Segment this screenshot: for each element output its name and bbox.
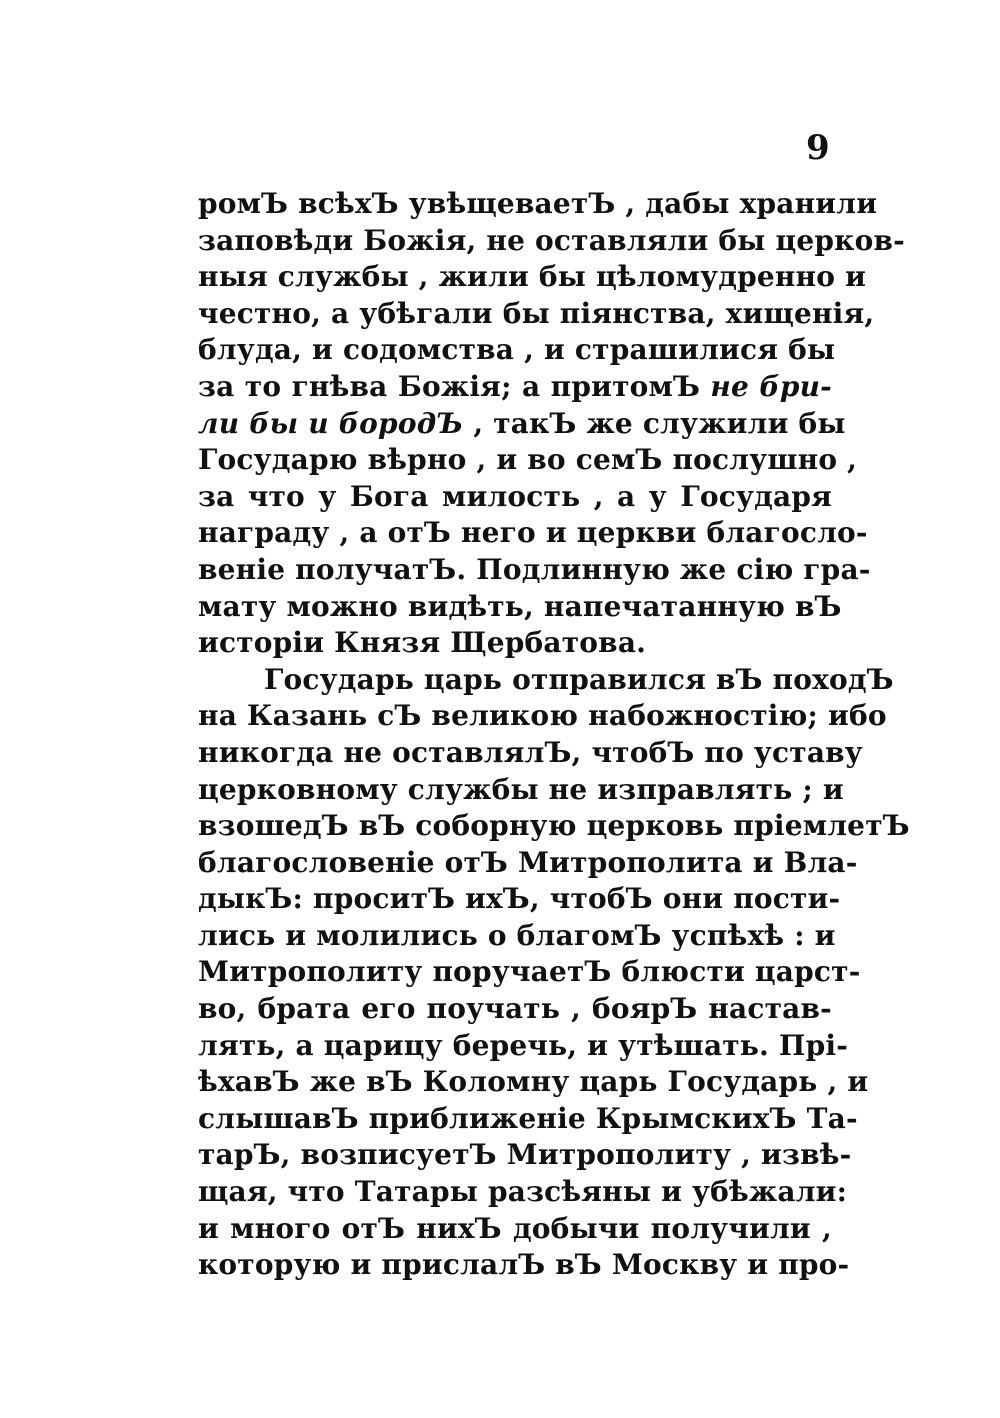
paragraph-start-line: Государь царь отправился вЪ походЪ <box>264 662 894 696</box>
text-line: ѣхавЪ же вЪ Коломну царь Государь , и <box>198 1065 869 1099</box>
text-line: дыкЪ: проситЪ ихЪ, чтобЪ они пости- <box>198 882 841 916</box>
text-line: ромЪ всѣхЪ увѣщеваетЪ , дабы хранили <box>198 187 878 220</box>
text-line: за что у Бога милость , а у Государя <box>198 479 832 513</box>
text-line: церковному службы не изправлять ; и <box>198 772 844 806</box>
text-line: на Казань сЪ великою набожностію; ибо <box>198 699 887 733</box>
text-line: мату можно видѣть, напечатанную вЪ <box>198 589 842 623</box>
text-line: слышавЪ приближеніе КрымскихЪ Та- <box>198 1101 858 1135</box>
text-line: веніе получатЪ. Подлинную же сію гра- <box>198 552 871 586</box>
text-line: ныя службы , жили бы цѣломудренно и <box>198 260 867 294</box>
text-line: Государю вѣрно , и во семЪ послушно , <box>198 443 858 477</box>
text-line: никогда не оставлялЪ, чтобЪ по уставу <box>198 735 863 769</box>
text-line: лись и молились о благомЪ успѣхѣ : и <box>198 918 836 952</box>
text-line <box>198 406 846 443</box>
text-line: тарЪ, возписуетЪ Митрополиту , извѣ- <box>198 1138 852 1172</box>
text-line: честно, а убѣгали бы піянства, хищенія, <box>198 296 875 330</box>
text-line: которую и прислалЪ вЪ Москву и про- <box>198 1248 850 1282</box>
body-text <box>198 186 910 1284</box>
text-line: лять, а царицу беречь, и утѣшать. Прі- <box>198 1028 849 1062</box>
text-segment: , такЪ же служили бы <box>463 406 846 440</box>
text-line: во, брата его поучать , боярЪ настав- <box>198 992 832 1026</box>
text-line: щая, что Татары разсѣяны и убѣжали: <box>198 1175 848 1209</box>
text-line <box>198 369 832 406</box>
text-segment: за то гнѣва Божія; а притомЪ <box>198 369 711 403</box>
italic-text-segment: не бри- <box>710 369 832 403</box>
text-line: взошедЪ вЪ соборную церковь пріемлетЪ <box>198 809 910 843</box>
text-line: благословеніе отЪ Митрополита и Вла- <box>198 845 858 879</box>
text-line: Митрополиту поручаетЪ блюсти царст- <box>198 955 861 989</box>
paragraph-end-line: исторіи Князя Щербатова. <box>198 626 647 660</box>
text-line: награду , а отЪ него и церкви благосло- <box>198 516 868 550</box>
text-line: блуда, и содомства , и страшилися бы <box>198 333 836 367</box>
italic-text-segment: ли бы и бородЪ <box>198 406 464 440</box>
text-line: и много отЪ нихЪ добычи получили , <box>198 1211 832 1245</box>
page-number: 9 <box>806 128 830 168</box>
text-line: заповѣди Божія, не оставляли бы церков- <box>198 223 905 257</box>
